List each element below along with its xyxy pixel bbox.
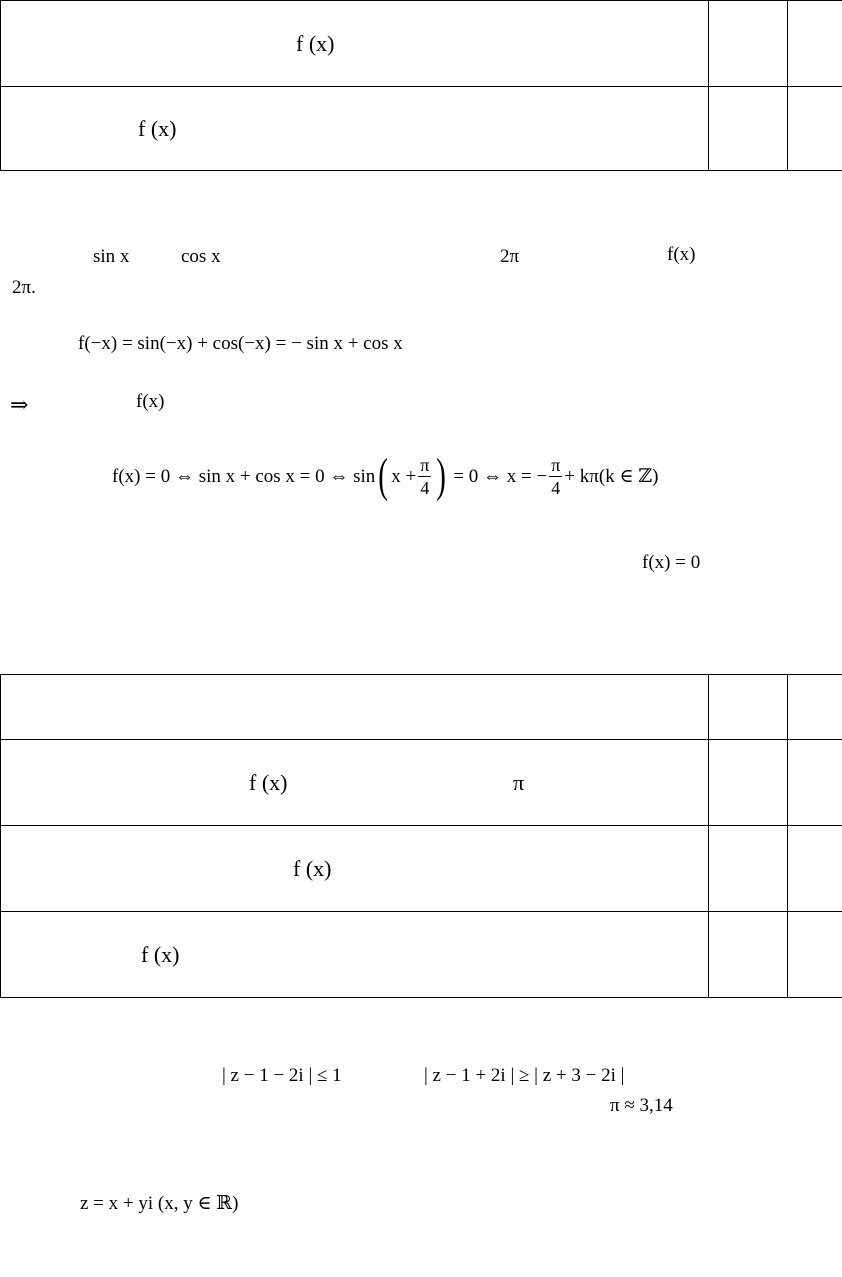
two-pi-expression: 2π <box>500 246 520 267</box>
fraction-denominator: 4 <box>420 477 430 498</box>
odd-check-equation: f(−x) = sin(−x) + cos(−x) = − sin x + cos x <box>78 333 403 354</box>
table-2-cell-score <box>709 826 788 912</box>
table-2-cell-content <box>1 675 709 740</box>
table-2-row <box>1 912 842 998</box>
table-2-cell-point <box>788 740 842 826</box>
table-2-cell-point <box>788 912 842 998</box>
table-2-cell-point <box>788 826 842 912</box>
fx-expression: f (x) <box>249 769 288 795</box>
table-2-cell-content <box>1 826 709 912</box>
fraction-numerator: π <box>551 454 561 475</box>
right-paren: ) <box>436 449 447 502</box>
left-paren: ( <box>378 449 389 502</box>
sinx-expression: sin x <box>93 246 130 267</box>
cosx-expression: cos x <box>181 246 221 267</box>
zero-equation-lhs: f(x) = 0 ⇔ sin x + cos x = 0 ⇔ sin <box>112 465 376 487</box>
table-1-cell-content <box>1 87 709 171</box>
table-1-cell-point <box>788 1 842 87</box>
zero-equation-inner: x + <box>391 465 417 487</box>
pi-over-four <box>418 454 431 499</box>
fx-expression: f (x) <box>293 855 332 881</box>
fx-expression: f(x) <box>136 391 165 412</box>
pi-symbol: π <box>513 769 525 795</box>
implies-arrow: ⇒ <box>10 392 29 417</box>
table-2-row <box>1 826 842 912</box>
fraction-numerator: π <box>420 454 430 475</box>
table-2-cell-score <box>709 912 788 998</box>
zero-equation-mid: = 0 ⇔ x = − <box>453 465 548 487</box>
fx-expression: f (x) <box>138 115 177 141</box>
table-1 <box>0 0 842 171</box>
table-2-row <box>1 740 842 826</box>
table-1-cell-content <box>1 1 709 87</box>
table-1-cell-score <box>709 1 788 87</box>
table-1-row <box>1 1 842 87</box>
fx-expression: f (x) <box>296 30 335 56</box>
two-pi-period: 2π. <box>12 277 36 298</box>
table-1-row <box>1 87 842 171</box>
pi-over-four <box>549 454 562 499</box>
z-definition: z = x + yi (x, y ∈ ℝ) <box>80 1193 239 1214</box>
modulus-inequality-1: | z − 1 − 2i | ≤ 1 <box>222 1065 342 1086</box>
table-2-row <box>1 675 842 740</box>
fx-expression: f(x) <box>667 244 696 265</box>
pi-approximation: π ≈ 3,14 <box>610 1095 673 1116</box>
table-1-cell-score <box>709 87 788 171</box>
table-2-cell-score <box>709 675 788 740</box>
fraction-denominator: 4 <box>551 477 561 498</box>
table-2-cell-point <box>788 675 842 740</box>
fx-equals-zero: f(x) = 0 <box>642 552 701 573</box>
fx-expression: f (x) <box>141 941 180 967</box>
table-1-cell-point <box>788 87 842 171</box>
zero-equation-tail: + kπ(k ∈ ℤ) <box>564 465 659 487</box>
zero-equation <box>112 449 659 502</box>
table-2-cell-content <box>1 740 709 826</box>
table-2 <box>0 674 842 998</box>
modulus-inequality-2: | z − 1 + 2i | ≥ | z + 3 − 2i | <box>424 1065 625 1086</box>
table-2-cell-content <box>1 912 709 998</box>
table-2-cell-score <box>709 740 788 826</box>
